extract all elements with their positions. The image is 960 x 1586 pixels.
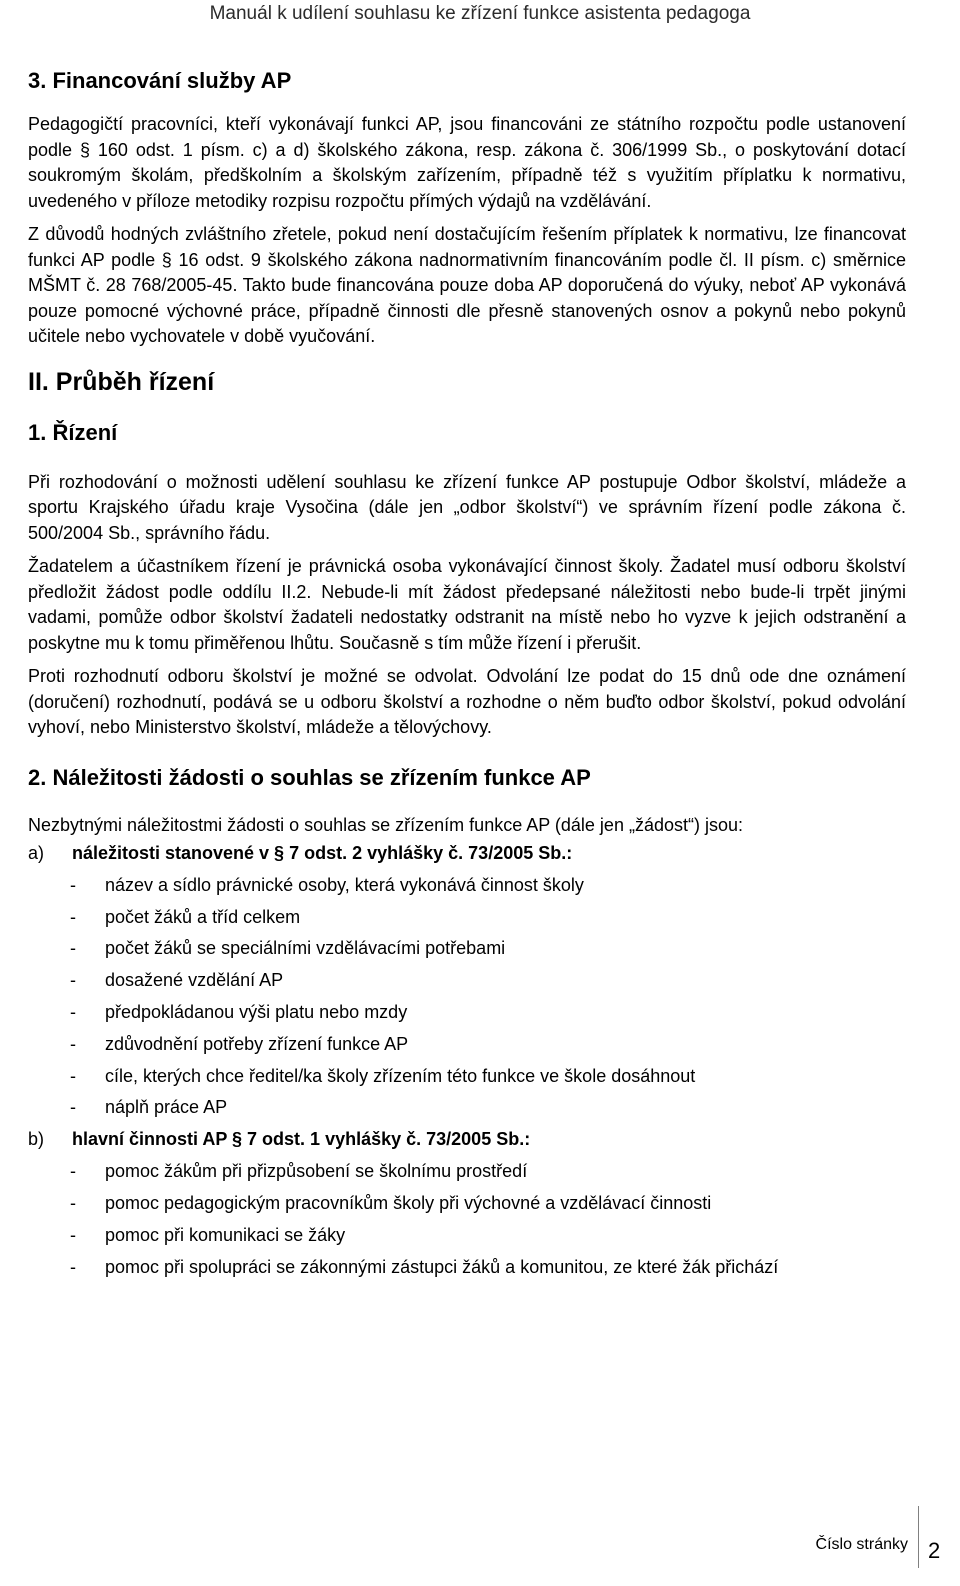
page-footer [0, 1506, 960, 1586]
list-item: - počet žáků se speciálními vzdělávacími potřebami [70, 938, 506, 959]
list-item: - pomoc žákům při přizpůsobení se školnímu prostředí [70, 1160, 528, 1181]
list-item-a [28, 838, 906, 870]
footer-divider [918, 1506, 919, 1568]
list-item-title: náležitosti stanovené v § 7 odst. 2 vyhlášky č. 73/2005 Sb.: [72, 843, 573, 863]
section-2-intro: Nezbytnými náležitostmi žádosti o souhlas se zřízením funkce AP (dále jen „žádost“) jsou: [28, 814, 743, 835]
part-2-heading: II. Průběh řízení [28, 367, 215, 396]
list-item: - počet žáků a tříd celkem [70, 906, 301, 927]
list-letter: b) [28, 1129, 45, 1150]
list-letter: a) [28, 843, 45, 863]
list-item: - náplň práce AP [70, 1097, 228, 1118]
list-item: - pomoc pedagogickým pracovníkům školy při výchovné a vzdělávací činnosti [70, 1192, 712, 1213]
section-3-paragraph-2: Z důvodů hodných zvláštního zřetele, pokud není dostačujícím řešením příplatek k normativu, lze financovat funkci AP podle § 16 odst. 9 školského zákona nadnormativním financováním podle čl. II písm. c) směrnice MŠMT č. 28 768/2005-45. Takto bude financována pouze doba AP doporučená do výuky, neboť AP vykonává pouze pomocné výchovné práce, případně činnosti dle přesně stanovených osnov a pokynů nebo pokynů učitele nebo vychovatele v době vyučování. [28, 224, 906, 346]
section-1-heading: 1. Řízení [28, 419, 118, 445]
list-item: - pomoc při komunikaci se žáky [70, 1224, 346, 1245]
list-item-title: hlavní činnosti AP § 7 odst. 1 vyhlášky č. 73/2005 Sb.: [72, 1129, 531, 1150]
section-3-heading: 3. Financování služby AP [28, 68, 292, 93]
section-3-paragraph-1: Pedagogičtí pracovníci, kteří vykonávají funkci AP, jsou financováni ze státního rozpočtu podle ustanovení podle § 160 odst. 1 písm. c) a d) školského zákona, resp. zákona č. 306/1999 Sb., o poskytování dotací soukromým školám, předškolním a školským zařízením, případně též s využitím příplatku k normativu, uvedeného v příloze metodiky rozpisu rozpočtu přímých výdajů na vzdělávání. [28, 114, 906, 211]
running-header: Manuál k udílení souhlasu ke zřízení funkce asistenta pedagoga [209, 3, 751, 24]
requirements-list [28, 838, 906, 1281]
list-item: - pomoc při spolupráci se zákonnými zástupci žáků a komunitou, ze které žák přichází [70, 1257, 779, 1278]
section-1-paragraph-3: Proti rozhodnutí odboru školství je možné se odvolat. Odvolání lze podat do 15 dnů ode dne oznámení (doručení) rozhodnutí, podává se u odboru školství a rozhodne o něm buďto odbor školství, pokud odvolání vyhoví, nebo Ministerstvo školství, mládeže a tělovýchovy. [28, 666, 906, 737]
page-number: 2 [928, 1538, 941, 1563]
list-item: - zdůvodnění potřeby zřízení funkce AP [70, 1033, 409, 1054]
dash-list-a [28, 870, 906, 1124]
page-number-label: Číslo stránky [815, 1536, 908, 1553]
section-2-heading: 2. Náležitosti žádosti o souhlas se zřízením funkce AP [28, 764, 591, 790]
document-body [28, 66, 906, 1281]
list-item: - předpokládanou výši platu nebo mzdy [70, 1001, 408, 1022]
list-item: - cíle, kterých chce ředitel/ka školy zřízením této funkce ve škole dosáhnout [70, 1065, 696, 1086]
list-item-b [28, 1124, 906, 1156]
list-item: - dosažené vzdělání AP [70, 970, 284, 991]
list-item: - název a sídlo právnické osoby, která vykonává činnost školy [70, 874, 584, 895]
dash-list-b [28, 1156, 906, 1281]
section-1-paragraph-1: Při rozhodování o možnosti udělení souhlasu ke zřízení funkce AP postupuje Odbor školství, mládeže a sportu Krajského úřadu kraje Vysočina (dále jen „odbor školství“) ve správním řízení podle zákona č. 500/2004 Sb., správního řádu. [28, 471, 906, 543]
section-1-paragraph-2: Žadatelem a účastníkem řízení je právnická osoba vykonávající činnost školy. Žadatel musí odboru školství předložit žádost podle oddílu II.2. Nebude-li mít žádost předepsané náležitosti nebo bude-li trpět jinými vadami, pomůže odbor školství žadateli nedostatky odstranit na místě nebo ho vyzve k jejich odstranění a poskytne mu k tomu přiměřenou lhůtu. Současně s tím může řízení i přerušit. [28, 556, 906, 653]
